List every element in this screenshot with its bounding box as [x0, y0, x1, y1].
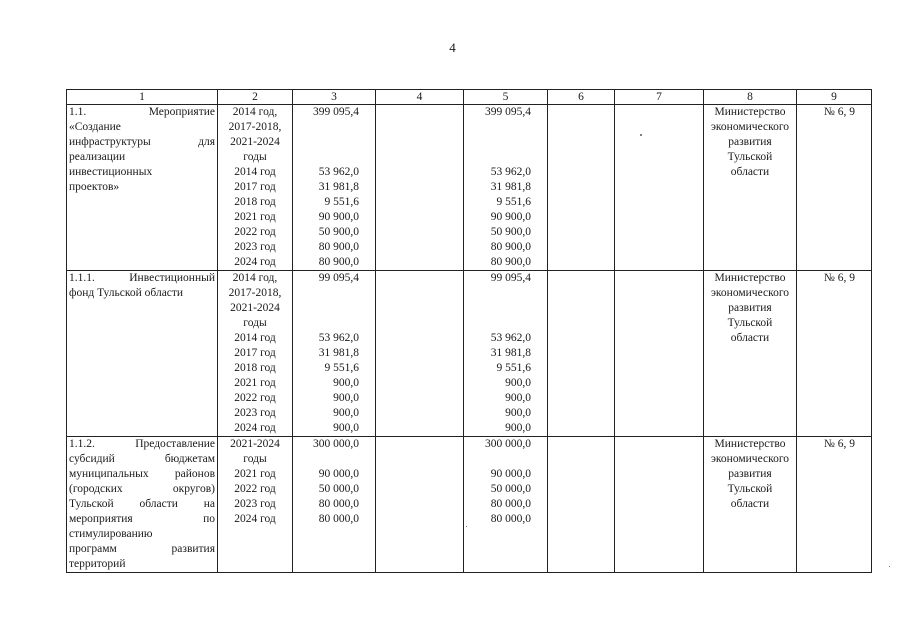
column-number-4: 4	[376, 90, 464, 105]
executor-line: экономического	[710, 287, 790, 299]
funding-value: 900,0	[333, 422, 359, 434]
period-value: 2021-2024	[230, 136, 280, 148]
page-number: 4	[449, 40, 456, 55]
period-value: 2021 год	[234, 211, 276, 223]
funding-value	[466, 150, 531, 165]
funding-value: 9 551,6	[496, 362, 531, 374]
funding-value: 9 551,6	[324, 362, 359, 374]
scan-speck	[466, 526, 467, 527]
funding-value: 53 962,0	[490, 332, 531, 344]
activity-name-line: 1.1. Мероприятие	[69, 106, 215, 118]
funding-value	[295, 301, 359, 316]
funding-value: 9 551,6	[324, 196, 359, 208]
activity-name-line: инвестиционных	[69, 166, 153, 178]
period-value: 2017-2018,	[228, 121, 282, 133]
funding-value	[295, 120, 359, 135]
period-value: 2018 год	[234, 362, 276, 374]
column-6-empty	[548, 437, 615, 573]
funding-value: 900,0	[505, 407, 531, 419]
activity-name-line: территорий	[69, 558, 126, 570]
column-number-6: 6	[548, 90, 615, 105]
activity-name-line: фонд Тульской области	[69, 287, 184, 299]
funding-value: 9 551,6	[496, 196, 531, 208]
period-value: 2021-2024	[230, 302, 280, 314]
activity-name-line: мероприятия по	[69, 513, 215, 525]
funding-value: 53 962,0	[490, 166, 531, 178]
funding-value: 300 000,0	[313, 438, 359, 450]
activity-name-line: инфраструктуры для	[69, 136, 215, 148]
funding-value: 80 000,0	[490, 513, 531, 525]
period-value: 2014 год	[234, 166, 276, 178]
funding-value: 399 095,4	[485, 106, 531, 118]
funding-value	[466, 301, 531, 316]
funding-value: 900,0	[505, 392, 531, 404]
period-value: 2023 год	[234, 241, 276, 253]
executor-line: развития	[728, 302, 772, 314]
period-value: 2017 год	[234, 181, 276, 193]
executor-line: области	[730, 498, 770, 510]
period-value: 2024 год	[234, 256, 276, 268]
period-value: 2021-2024	[230, 438, 280, 450]
funding-regional	[464, 105, 548, 271]
responsible-executor	[704, 271, 797, 437]
executor-line: области	[730, 332, 770, 344]
funding-value: 90 900,0	[490, 211, 531, 223]
period-value: 2017-2018,	[228, 287, 282, 299]
column-6-empty	[548, 105, 615, 271]
executor-line: Министерство	[714, 438, 786, 450]
responsible-executor	[704, 105, 797, 271]
column-4-empty	[376, 105, 464, 271]
column-number-3: 3	[293, 90, 376, 105]
period-value: 2014 год,	[232, 106, 278, 118]
funding-value: 900,0	[333, 392, 359, 404]
activity-name-line: 1.1.2. Предоставление	[69, 438, 215, 450]
funding-value: 80 900,0	[318, 241, 359, 253]
scan-speck	[640, 134, 642, 136]
period-value: 2014 год,	[232, 272, 278, 284]
funding-value: 99 095,4	[490, 272, 531, 284]
period-value: 2023 год	[234, 407, 276, 419]
activity-name-line: 1.1.1. Инвестиционный	[69, 272, 215, 284]
period-value: 2022 год	[234, 392, 276, 404]
period-value: 2014 год	[234, 332, 276, 344]
period-value: 2023 год	[234, 498, 276, 510]
column-number-9: 9	[797, 90, 872, 105]
funding-value: 900,0	[505, 377, 531, 389]
funding-value: 50 000,0	[318, 483, 359, 495]
table-row	[67, 437, 872, 573]
column-7-empty	[615, 105, 704, 271]
executor-line: Тульской	[727, 317, 773, 329]
column-4-empty	[376, 437, 464, 573]
activity-name-line: субсидий бюджетам	[69, 453, 215, 465]
activity-name	[67, 105, 218, 271]
executor-line: развития	[728, 136, 772, 148]
funding-value: 399 095,4	[313, 106, 359, 118]
executor-line: Тульской	[727, 483, 773, 495]
funding-value: 53 962,0	[318, 166, 359, 178]
column-number-5: 5	[464, 90, 548, 105]
funding-regional	[464, 271, 548, 437]
funding-value: 900,0	[333, 407, 359, 419]
funding-total	[293, 271, 376, 437]
period-value: 2022 год	[234, 226, 276, 238]
funding-value: 99 095,4	[318, 272, 359, 284]
column-7-empty	[615, 437, 704, 573]
executor-line: области	[730, 166, 770, 178]
funding-value: 50 900,0	[318, 226, 359, 238]
activity-name-line: реализации	[69, 151, 126, 163]
funding-value: 53 962,0	[318, 332, 359, 344]
period-value: 2022 год	[234, 483, 276, 495]
activity-name-line: программ развития	[69, 543, 215, 555]
activity-name-line: (городских округов)	[69, 483, 215, 495]
period-value: 2021 год	[234, 377, 276, 389]
table-row	[67, 105, 872, 271]
executor-line: экономического	[710, 453, 790, 465]
period-value: 2024 год	[234, 422, 276, 434]
funding-regional	[464, 437, 548, 573]
period-value: 2021 год	[234, 468, 276, 480]
funding-value: 31 981,8	[318, 181, 359, 193]
scan-speck	[889, 566, 890, 567]
funding-value: 31 981,8	[490, 181, 531, 193]
indicator-reference: № 6, 9	[797, 105, 872, 271]
funding-value: 80 900,0	[490, 241, 531, 253]
funding-total	[293, 105, 376, 271]
funding-value: 31 981,8	[490, 347, 531, 359]
executor-line: Министерство	[714, 272, 786, 284]
funding-total	[293, 437, 376, 573]
activity-name-line: «Создание	[69, 121, 121, 133]
funding-value	[295, 452, 359, 467]
period-value: годы	[243, 453, 267, 465]
funding-value	[466, 135, 531, 150]
funding-value: 50 000,0	[490, 483, 531, 495]
header-row	[67, 90, 872, 105]
funding-value: 90 900,0	[318, 211, 359, 223]
funding-value: 90 000,0	[318, 468, 359, 480]
period-value: 2024 год	[234, 513, 276, 525]
table-row	[67, 271, 872, 437]
activity-name-line: муниципальных районов	[69, 468, 215, 480]
column-4-empty	[376, 271, 464, 437]
program-table	[66, 89, 872, 573]
activity-name	[67, 271, 218, 437]
indicator-reference: № 6, 9	[797, 271, 872, 437]
implementation-period	[218, 437, 293, 573]
indicator-reference: № 6, 9	[797, 437, 872, 573]
executor-line: развития	[728, 468, 772, 480]
activity-name	[67, 437, 218, 573]
funding-value	[466, 316, 531, 331]
funding-value: 90 000,0	[490, 468, 531, 480]
funding-value: 80 900,0	[318, 256, 359, 268]
column-6-empty	[548, 271, 615, 437]
funding-value: 80 900,0	[490, 256, 531, 268]
funding-value	[466, 452, 531, 467]
funding-value: 31 981,8	[318, 347, 359, 359]
funding-value	[295, 150, 359, 165]
funding-value: 900,0	[333, 377, 359, 389]
column-number-2: 2	[218, 90, 293, 105]
activity-name-line: стимулированию	[69, 528, 153, 540]
column-number-7: 7	[615, 90, 704, 105]
executor-line: Тульской	[727, 151, 773, 163]
period-value: годы	[243, 317, 267, 329]
period-value: годы	[243, 151, 267, 163]
funding-value: 80 000,0	[490, 498, 531, 510]
column-7-empty	[615, 271, 704, 437]
column-number-8: 8	[704, 90, 797, 105]
executor-line: Министерство	[714, 106, 786, 118]
activity-name-line: Тульской области на	[69, 498, 215, 510]
funding-value: 300 000,0	[485, 438, 531, 450]
funding-value	[466, 120, 531, 135]
funding-value: 50 900,0	[490, 226, 531, 238]
responsible-executor	[704, 437, 797, 573]
funding-value: 900,0	[505, 422, 531, 434]
activity-name-line: проектов»	[69, 181, 120, 193]
funding-value	[295, 135, 359, 150]
funding-value	[295, 316, 359, 331]
period-value: 2018 год	[234, 196, 276, 208]
funding-value: 80 000,0	[318, 513, 359, 525]
funding-value	[295, 286, 359, 301]
implementation-period	[218, 105, 293, 271]
period-value: 2017 год	[234, 347, 276, 359]
implementation-period	[218, 271, 293, 437]
funding-value	[466, 286, 531, 301]
executor-line: экономического	[710, 121, 790, 133]
funding-value: 80 000,0	[318, 498, 359, 510]
column-number-1: 1	[67, 90, 218, 105]
